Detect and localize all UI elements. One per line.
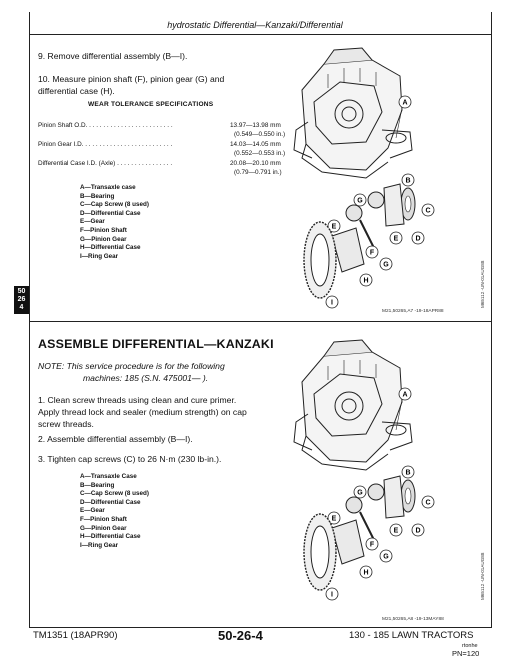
step-9: 9. Remove differential assembly (B—I). [38,51,188,61]
svg-text:B: B [405,177,411,185]
legend-item: H—Differential Case [80,533,141,541]
svg-text:H: H [363,569,369,577]
svg-text:F: F [369,541,375,549]
step-3: 3. Tighten cap screws (C) to 26 N·m (230 lb-in.). [38,454,222,464]
spec-metric: 20.08—20.10 mm [230,160,281,167]
exploded-view-figure-1 [262,38,488,316]
header-rule [29,34,492,35]
svg-text:G: G [357,489,363,497]
side-tab-line: 50 [17,288,26,295]
svg-text:F: F [369,249,375,257]
spec-label: Pinion Shaft O.D. . . . . . . . . . . . . . . . . . . . . . . . . [38,122,173,129]
side-tab-line: 4 [19,304,24,311]
spec-label: Differential Case I.D. (Axle) . . . . . . . . . . . . . . . . [38,160,173,167]
spec-table [38,121,288,181]
footer-page-ref: 50-26-4 [218,628,263,643]
legend-item: A—Transaxle case [80,184,136,191]
svg-text:C: C [425,207,431,215]
legend-item: A—Transaxle Case [80,473,137,480]
specs-title: WEAR TOLERANCE SPECIFICATIONS [88,101,214,108]
right-rule [491,12,492,627]
svg-text:A: A [402,391,408,399]
svg-text:I: I [331,299,333,307]
legend-item: G—Pinion Gear [80,524,127,532]
svg-text:E: E [393,527,399,535]
svg-text:C: C [425,499,431,507]
legend-item: I—Ring Gear [80,541,119,549]
exploded-view-figure-2 [262,330,488,610]
footer-doc-id: TM1351 (18APR90) [33,630,118,641]
figure-1-caption: M21,50265,A7 -19-18APR88 [382,309,444,314]
svg-text:E: E [331,515,337,523]
legend-item: G—Pinion Gear [80,235,127,243]
step-2: 2. Assemble differential assembly (B—I). [38,434,193,444]
svg-text:G: G [383,261,389,269]
legend-item: F—Pinion Shaft [80,226,127,234]
spec-metric: 13.97—13.98 mm [230,122,281,129]
step-1-line-2: Apply thread lock and sealer (medium strength) on cap [38,407,247,417]
legend-item: D—Differential Case [80,498,141,506]
step-10-line-1: 10. Measure pinion shaft (F), pinion gear (G) and [38,74,225,84]
running-head: hydrostatic Differential—Kanzaki/Differential [167,20,343,30]
legend-2 [80,473,149,550]
svg-text:D: D [415,527,421,535]
legend-item: C—Cap Screw (8 used) [80,201,149,209]
figure-2-caption: M21,50265,A8 -19-13MAY88 [382,617,444,622]
legend-item: B—Bearing [80,192,115,200]
note-line-1: NOTE: This service procedure is for the following [38,361,225,371]
legend-item: B—Bearing [80,481,115,489]
footer-small-code: rtonhe [462,643,478,649]
footer-product: 130 - 185 LAWN TRACTORS [349,630,474,641]
side-tab-line: 26 [17,296,26,303]
step-1-line-1: 1. Clean screw threads using clean and cure primer. [38,395,237,405]
legend-1 [80,184,149,261]
legend-item: C—Cap Screw (8 used) [80,490,149,498]
svg-text:I: I [331,591,333,599]
svg-text:D: D [415,235,421,243]
spec-metric: 14.03—14.05 mm [230,141,281,148]
svg-text:E: E [331,223,337,231]
footer-page-number: PN=120 [452,649,480,658]
spec-label: Pinion Gear I.D. . . . . . . . . . . . . . . . . . . . . . . . . . [38,141,173,148]
spec-imperial: (0.549—0.550 in.) [234,131,286,138]
svg-text:G: G [383,553,389,561]
note-line-2: machines: 185 (S.N. 475001— ). [83,373,209,383]
side-tab [14,286,29,314]
figure-2-side-code: M65112 -UN-01AUG88 [480,552,485,600]
spec-imperial: (0.79—0.791 in.) [234,169,282,176]
section-divider [29,321,492,322]
legend-item: F—Pinion Shaft [80,515,127,523]
spec-imperial: (0.552—0.553 in.) [234,150,286,157]
legend-item: D—Differential Case [80,209,141,217]
callout-A: A [402,99,408,107]
section-title: ASSEMBLE DIFFERENTIAL—KANZAKI [38,337,274,351]
legend-item: I—Ring Gear [80,252,119,260]
svg-text:E: E [393,235,399,243]
legend-item: E—Gear [80,507,105,515]
figure-1-side-code: M65112 -UN-01AUG88 [480,260,485,308]
step-10-line-2: differential case (H). [38,86,115,96]
step-1-line-3: screw threads. [38,419,94,429]
legend-item: H—Differential Case [80,244,141,252]
legend-item: E—Gear [80,218,105,226]
svg-text:H: H [363,277,369,285]
left-rule [29,12,30,627]
svg-text:B: B [405,469,411,477]
svg-text:G: G [357,197,363,205]
